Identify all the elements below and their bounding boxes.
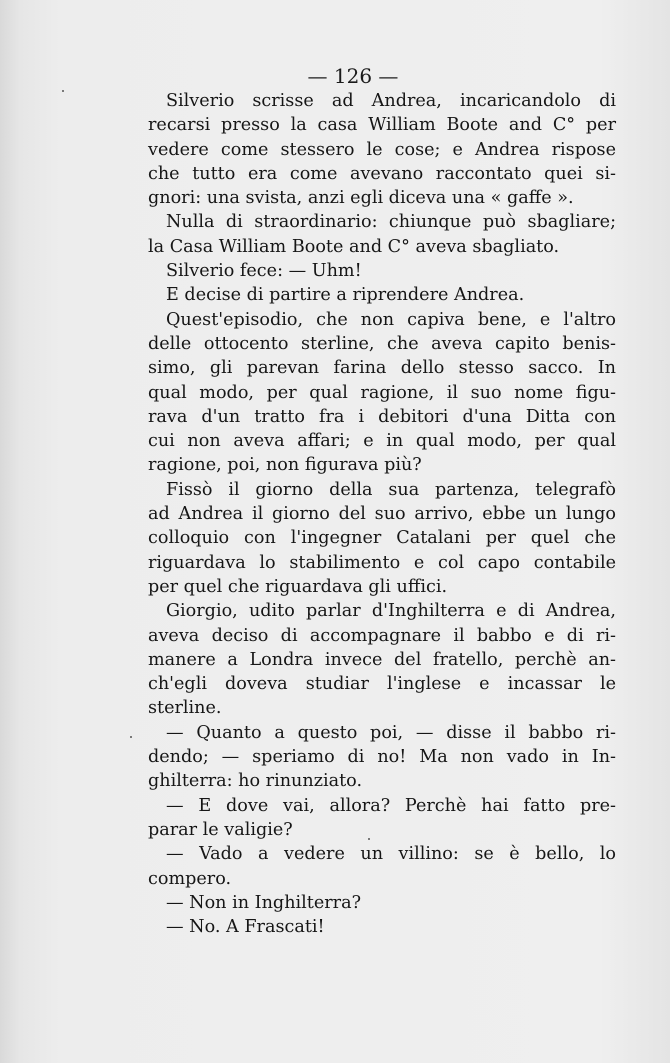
text-line: rava d'un tratto fra i debitori d'una Ditta con — [148, 406, 616, 427]
text-line: che tutto era come avevano raccontato quei si- — [148, 163, 616, 184]
text-line: gnori: una svista, anzi egli diceva una « gaffe ». — [148, 188, 574, 209]
text-line: dendo; — speriamo di no! Ma non vado in In- — [148, 747, 616, 768]
text-line: — No. A Frascati! — [166, 917, 325, 938]
text-line: E decise di partire a riprendere Andrea. — [166, 285, 525, 306]
paper-speck — [368, 838, 370, 840]
page-number — [0, 64, 670, 88]
paper-speck — [130, 736, 132, 738]
text-line: ragione, poi, non figurava più? — [148, 455, 422, 476]
text-line: Quest'episodio, che non capiva bene, e l'altro — [166, 309, 616, 330]
text-line: Nulla di straordinario: chiunque può sbagliare; — [166, 212, 616, 233]
text-line: riguardava lo stabilimento e col capo contabile — [148, 552, 616, 573]
text-line: Silverio scrisse ad Andrea, incaricandolo di — [166, 91, 616, 111]
text-line: — Non in Inghilterra? — [166, 892, 362, 913]
text-line: recarsi presso la casa William Boote and C° per — [148, 115, 616, 136]
text-line: per quel che riguardava gli uffici. — [148, 576, 448, 597]
text-line: Fissò il giorno della sua partenza, telegrafò — [166, 479, 616, 500]
text-line: ad Andrea il giorno del suo arrivo, ebbe un lungo — [148, 504, 616, 525]
text-line: ghilterra: ho rinunziato. — [148, 771, 363, 792]
text-line: colloquio con l'ingegner Catalani per quel che — [148, 528, 616, 549]
text-line: — Quanto a questo poi, — disse il babbo ri- — [166, 722, 616, 743]
text-line: — Vado a vedere un villino: se è bello, lo — [166, 844, 616, 865]
text-line: sterline. — [148, 698, 222, 719]
text-line: Silverio fece: — Uhm! — [166, 261, 362, 282]
text-line: vedere come stessero le cose; e Andrea rispose — [148, 139, 616, 160]
text-line: cui non aveva affari; e in qual modo, per qual — [148, 431, 616, 452]
text-line: qual modo, per qual ragione, il suo nome figu- — [148, 382, 616, 403]
text-line: parar le valigie? — [148, 819, 293, 840]
text-line: aveva deciso di accompagnare il babbo e di ri- — [148, 625, 616, 646]
paper-speck — [62, 90, 64, 92]
text-line: simo, gli parevan farina dello stesso sacco. In — [148, 358, 616, 379]
text-line: — E dove vai, allora? Perchè hai fatto pre- — [166, 795, 616, 816]
text-line: manere a Londra invece del fratello, perchè an- — [148, 649, 616, 670]
text-line: ch'egli doveva studiar l'inglese e incassar le — [148, 674, 616, 695]
text-line: Giorgio, udito parlar d'Inghilterra e di Andrea, — [166, 601, 616, 622]
body-text — [148, 89, 616, 939]
text-line: compero. — [148, 868, 232, 889]
page-number-text: — 126 — — [307, 64, 399, 88]
text-line: delle ottocento sterline, che aveva capito benis- — [148, 333, 616, 354]
text-line: la Casa William Boote and C° aveva sbagliato. — [148, 236, 560, 257]
